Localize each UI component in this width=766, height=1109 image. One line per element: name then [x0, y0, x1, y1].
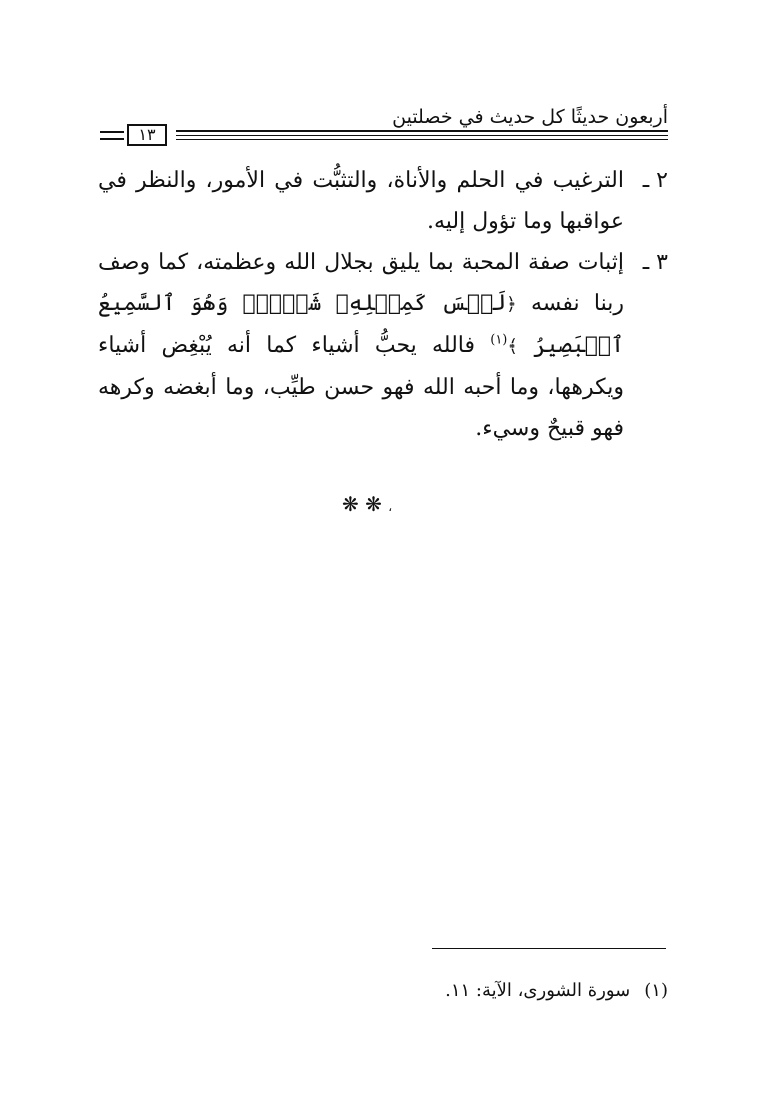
list-item-number: ٢ ـ — [642, 168, 668, 193]
footnote-number: (١) — [644, 980, 668, 1001]
separator-stars: ❋ ❋ — [342, 492, 382, 516]
header-rule — [176, 139, 668, 140]
main-text — [98, 160, 668, 449]
list-item-text: الترغيب في الحلم والأناة، والتثبُّت في الأمور، والنظر في عواقبها وما تؤول إليه. — [98, 168, 624, 234]
page-number: ١٣ — [127, 124, 167, 146]
page-number-ornament — [100, 131, 124, 133]
list-item-number: ٣ ـ — [642, 250, 668, 275]
list-item — [98, 242, 668, 449]
quran-brace-open: ﴿ — [506, 294, 517, 315]
running-header-title: أربعون حديثًا كل حديث في خصلتين — [392, 106, 668, 128]
separator-dot: ، — [388, 500, 393, 514]
footnote-reference: (١) — [490, 332, 508, 348]
quran-verse: لَيۡسَ كَمِثۡلِهِۦ شَيۡءٞۖ وَهُوَ ٱلسَّمِيعُ ٱلۡبَصِيرُ — [98, 291, 625, 358]
list-item — [98, 160, 668, 242]
quran-brace-close: ﴾ — [507, 336, 518, 357]
text-after-verse: فالله يحبُّ أشياء كما أنه يُبْغِض أشياء ويكرهها، وما أحبه الله فهو حسن طيِّب، وما أبغضه وكرهه فهو قبيحٌ وسيء. — [98, 333, 624, 441]
section-separator — [342, 492, 392, 516]
text-before-verse: إثبات صفة المحبة بما يليق بجلال الله وعظمته، كما وصف ربنا نفسه — [98, 250, 624, 316]
list-item-text — [98, 242, 624, 449]
page-number-ornament — [100, 138, 124, 140]
footnote-text: سورة الشورى، الآية: ١١. — [445, 980, 631, 1001]
footnote-rule — [432, 948, 666, 949]
header-rule — [176, 135, 668, 136]
header-rule — [176, 130, 668, 132]
footnote — [445, 980, 668, 1001]
